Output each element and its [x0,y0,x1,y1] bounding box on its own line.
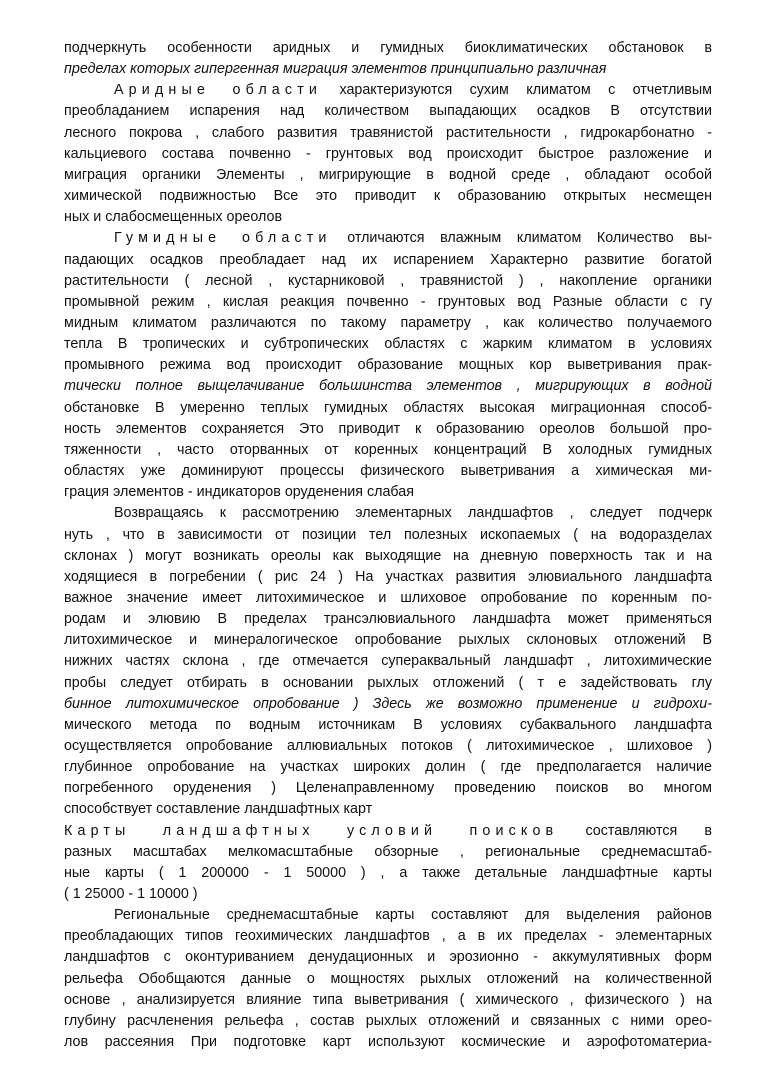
text-line [64,165,712,185]
line-text: подчеркнуть особенности аридных и гумидных биоклиматических обстановок в [64,40,712,56]
line-text: пробы следует отбирать в основании рыхлых отложений ( т е задействовать глу [64,674,712,691]
text-line [64,842,712,862]
text-line [64,715,712,735]
text-line [64,250,712,270]
line-text: глубину расчленения рельефа , состав рыхлых отложений и связанных с ними орео- [64,1012,712,1029]
text-line [64,799,712,819]
line-text: ные карты ( 1 200000 - 1 50000 ) , а также детальные ландшафтные карты [64,864,712,881]
text-line [114,905,712,925]
text-line [64,821,712,841]
line-text: тически полное выщелачивание большинства элементов , мигрирующих в водной [64,378,712,395]
line-text: грация элементов - индикаторов оруденения слабая [64,484,414,501]
line-text: миграция органики Элементы , мигрирующие в водной среде , обладают особой [64,166,712,183]
line-text: составляются в [585,822,712,839]
text-line [64,419,712,439]
line-text: ходящиеся в погребении ( рис 24 ) На участках развития элювиального ландшафта [64,568,712,585]
spaced-heading: Карты ландшафтных условий поисков [64,822,559,839]
text-line [64,630,712,650]
line-text: осуществляется опробование аллювиальных потоков ( литохимическое , шлиховое ) [64,737,712,754]
text-line [64,271,712,291]
text-line [64,144,712,164]
line-text: лов рассеяния При подготовке карт используют космические и аэрофотоматериа- [64,1034,712,1050]
text-line [64,969,712,989]
line-text: лесного покрова , слабого развития травянистой растительности , гидрокарбонатно - [64,124,712,141]
text-line [64,123,712,143]
line-text: разных масштабах мелкомасштабные обзорные , региональные среднемасштаб- [64,843,712,860]
line-text: тепла В тропических и субтропических областях с жарким климатом в условиях [64,336,712,353]
text-line [64,376,712,396]
line-text: ных и слабосмещенных ореолов [64,209,283,226]
text-line [64,398,712,418]
line-text: способствует составление ландшафтных карт [64,801,373,818]
text-line [64,947,712,967]
text-line [64,567,712,587]
line-text: областях уже доминируют процессы физического выветривания а химическая ми- [64,463,712,479]
line-text: ( 1 25000 - 1 10000 ) [64,886,198,902]
text-line [64,313,712,333]
text-line [64,38,712,58]
line-text: кальциевого состава почвенно - грунтовых вод происходит быстрое разложение и [64,145,712,162]
line-text: Возвращаясь к рассмотрению элементарных ландшафтов , следует подчерк [114,505,712,522]
line-text: ландшафтов с оконтуриванием денудационных и эрозионно - аккумулятивных форм [64,949,712,966]
line-text: ность элементов сохраняется Это приводит к образованию ореолов большой про- [64,420,712,437]
text-line [64,694,712,714]
line-text: глубинное опробование на участках широких долин ( где предполагается наличие [64,759,712,776]
line-text: основе , анализируется влияние типа выветривания ( химического , физического ) на [64,991,712,1008]
text-line [64,673,712,693]
line-text: литохимическое и минералогическое опробование рыхлых склоновых отложений В [64,632,712,649]
line-text: погребенного оруденения ) Целенаправленному проведению поисков во многом [64,780,712,797]
text-line [64,59,712,79]
text-line [64,1011,712,1031]
line-text: химической подвижностью Все это приводит к образованию открытых несмещен [64,188,712,204]
text-line [64,884,712,904]
line-text: рельефа Обобщаются данные о мощностях рыхлых отложений на количественной [64,970,712,987]
text-line [64,186,712,206]
line-text: мического метода по водным источникам В условиях субаквального ландшафта [64,716,712,733]
text-line [64,651,712,671]
text-line [64,101,712,121]
text-line [64,292,712,312]
line-text: важное значение имеет литохимическое и шлиховое опробование по коренным по- [64,589,712,606]
text-line [64,461,712,481]
line-text: преобладанием испарения над количеством выпадающих осадков В отсутствии [64,103,712,120]
text-line [64,736,712,756]
text-line [64,440,712,460]
text-line [64,355,712,375]
line-text: Региональные среднемасштабные карты составляют для выделения районов [114,907,712,924]
line-text: преобладающих типов геохимических ландшафтов , а в их пределах - элементарных [64,928,712,945]
line-text: растительности ( лесной , кустарниковой , травянистой ) , накопление органики [64,272,712,289]
text-line [64,757,712,777]
line-text: нижних частях склона , где отмечается супераквальный ландшафт , литохимические [64,653,712,670]
line-text: нуть , что в зависимости от позиции тел полезных ископаемых ( на водоразделах [64,526,712,543]
line-text: мидным климатом различаются по такому параметру , как количество получаемого [64,314,712,331]
line-text: отличаются влажным климатом Количество вы- [347,230,712,247]
text-line [114,503,712,523]
line-text: пределах которых гипергенная миграция элементов принципиально различная [64,61,607,78]
text-line [64,863,712,883]
text-line [114,80,712,100]
text-line [114,228,712,248]
text-line [64,546,712,566]
line-text: характеризуются сухим климатом с отчетливым [339,82,712,99]
line-text: тяженности , часто оторванных от коренных концентраций В холодных гумидных [64,441,712,458]
line-text: промывной режим , кислая реакция почвенно - грунтовых вод Разные области с гу [64,293,712,310]
text-line [64,334,712,354]
text-line [64,588,712,608]
spaced-heading: Гумидные области [114,230,332,247]
line-text: бинное литохимическое опробование ) Здесь же возможно применение и гидрохи- [64,695,712,712]
text-line [64,207,712,227]
text-line [64,1032,712,1052]
line-text: обстановке В умеренно теплых гумидных областях высокая миграционная способ- [64,399,712,416]
text-line [64,609,712,629]
spaced-heading: Аридные области [114,82,323,99]
line-text: склонах ) могут возникать ореолы как выходящие на дневную поверхность так и на [64,547,712,564]
text-line [64,482,712,502]
line-text: падающих осадков преобладает над их испарением Характерно развитие богатой [64,251,712,268]
text-line [64,990,712,1010]
text-line [64,778,712,798]
line-text: промывного режима вод происходит образование мощных кор выветривания прак- [64,357,712,374]
line-text: родам и элювию В пределах трансэлювиального ландшафта может применяться [64,611,712,627]
text-line [64,926,712,946]
text-line [64,525,712,545]
